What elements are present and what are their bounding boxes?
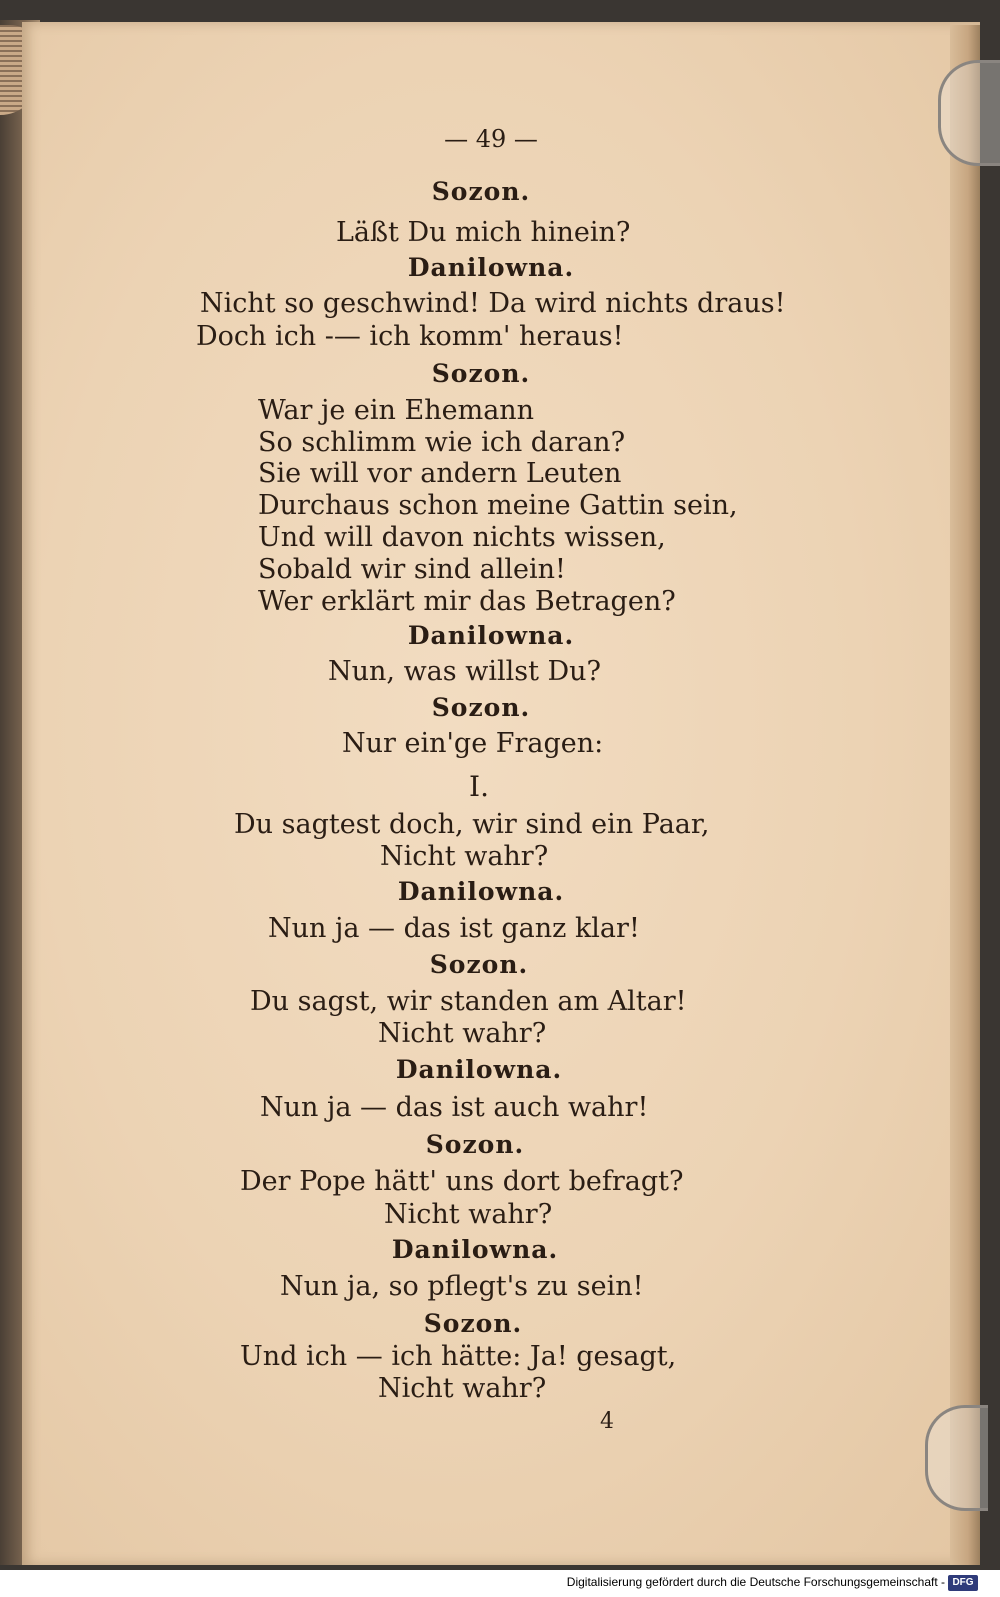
verse-line: Doch ich -— ich komm' heraus!: [196, 321, 624, 352]
page-edge: [950, 25, 980, 1565]
speaker-sozon: Sozon.: [431, 359, 531, 388]
verse-line: Nun, was willst Du?: [328, 656, 602, 687]
speaker-sozon: Sozon.: [431, 693, 531, 722]
verse-line: Nicht so geschwind! Da wird nichts draus!: [200, 288, 786, 319]
page-clip-top: [938, 60, 1000, 166]
verse-line: Du sagst, wir standen am Altar!: [250, 986, 687, 1017]
page-content: [22, 22, 980, 1565]
verse-line: Durchaus schon meine Gattin sein,: [258, 490, 738, 521]
stanza-number: I.: [469, 770, 489, 803]
verse-line: Nun ja, so pflegt's zu sein!: [280, 1271, 644, 1302]
verse-line: Und ich — ich hätte: Ja! gesagt,: [240, 1341, 677, 1372]
verse-line: Nur ein'ge Fragen:: [342, 728, 604, 759]
speaker-danilowna: Danilowna.: [407, 253, 575, 282]
verse-line: Nicht wahr?: [378, 1373, 547, 1404]
page-clip-bottom: [925, 1405, 988, 1511]
verse-line: Wer erklärt mir das Betragen?: [258, 586, 676, 617]
speaker-danilowna: Danilowna.: [391, 1235, 559, 1264]
verse-line: Und will davon nichts wissen,: [258, 522, 666, 553]
speaker-sozon: Sozon.: [423, 1309, 523, 1338]
signature-mark: 4: [600, 1409, 614, 1434]
verse-line: Du sagtest doch, wir sind ein Paar,: [234, 809, 710, 840]
speaker-sozon: Sozon.: [431, 177, 531, 206]
verse-line: Nun ja — das ist ganz klar!: [268, 913, 640, 944]
funding-notice: Digitalisierung gefördert durch die Deutsche Forschungsgemeinschaft -: [566, 1575, 945, 1589]
verse-line: War je ein Ehemann: [258, 395, 535, 426]
speaker-danilowna: Danilowna.: [395, 1055, 563, 1084]
verse-line: Nicht wahr?: [378, 1018, 547, 1049]
verse-line: Der Pope hätt' uns dort befragt?: [240, 1166, 684, 1197]
verse-line: Nicht wahr?: [384, 1199, 553, 1230]
speaker-danilowna: Danilowna.: [397, 877, 565, 906]
verse-line: Nicht wahr?: [380, 841, 549, 872]
page-number: — 49 —: [444, 125, 538, 153]
verse-line: Nun ja — das ist auch wahr!: [260, 1092, 649, 1123]
verse-line: Sobald wir sind allein!: [258, 554, 566, 585]
verse-line: So schlimm wie ich daran?: [258, 427, 626, 458]
dfg-logo: DFG: [948, 1575, 978, 1591]
speaker-sozon: Sozon.: [429, 950, 529, 979]
verse-line: Läßt Du mich hinein?: [336, 217, 631, 248]
book-page: [22, 22, 980, 1565]
speaker-sozon: Sozon.: [425, 1130, 525, 1159]
verse-line: Sie will vor andern Leuten: [258, 458, 622, 489]
footer-bar: [0, 1570, 1000, 1597]
speaker-danilowna: Danilowna.: [407, 621, 575, 650]
